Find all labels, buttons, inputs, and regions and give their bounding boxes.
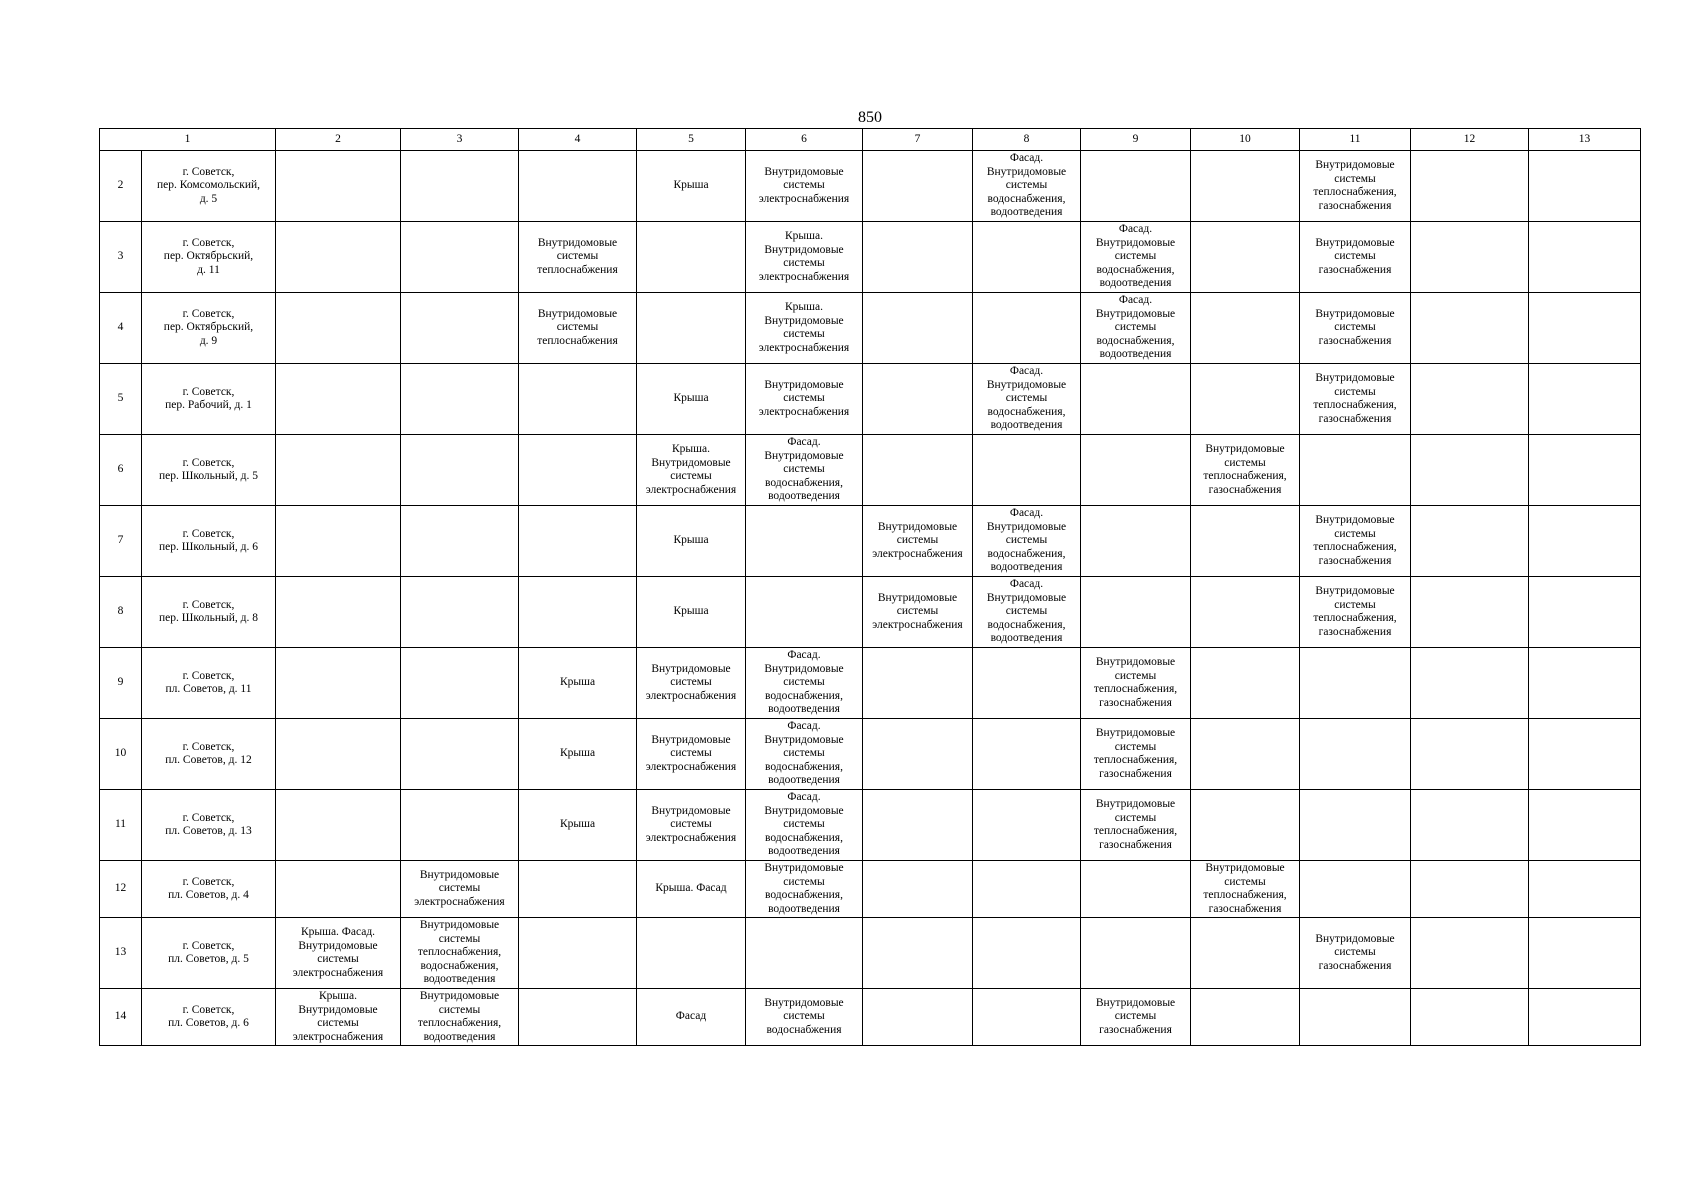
work-cell (863, 989, 973, 1046)
row-number-cell: 11 (100, 790, 142, 861)
work-cell (863, 222, 973, 293)
work-cell (637, 222, 746, 293)
work-cell: Внутридомовые системы электроснабжения (863, 506, 973, 577)
work-cell (1411, 506, 1529, 577)
address-cell: г. Советск, пер. Комсомольский, д. 5 (142, 151, 276, 222)
work-cell (276, 364, 401, 435)
page-number: 850 (858, 109, 882, 126)
column-header-5: 5 (637, 129, 746, 151)
address-cell: г. Советск, пер. Октябрьский, д. 11 (142, 222, 276, 293)
row-number-cell: 9 (100, 648, 142, 719)
table-row (100, 364, 1641, 435)
table-body (100, 151, 1641, 1046)
work-cell (401, 577, 519, 648)
work-cell (1529, 790, 1641, 861)
work-cell: Внутридомовые системы теплоснабжения, газоснабжения (1300, 364, 1411, 435)
work-cell: Внутридомовые системы теплоснабжения, газоснабжения (1300, 577, 1411, 648)
work-cell: Внутридомовые системы электроснабжения (401, 861, 519, 918)
work-cell (1191, 577, 1300, 648)
work-cell: Крыша. Фасад. Внутридомовые системы электроснабжения (276, 918, 401, 989)
work-cell (1411, 364, 1529, 435)
work-cell (1081, 506, 1191, 577)
work-cell (746, 577, 863, 648)
row-number-cell: 4 (100, 293, 142, 364)
work-cell (519, 151, 637, 222)
work-cell (1191, 364, 1300, 435)
work-cell (973, 861, 1081, 918)
column-header-2: 2 (276, 129, 401, 151)
work-cell: Внутридомовые системы водоснабжения, водоотведения (746, 861, 863, 918)
address-cell: г. Советск, пл. Советов, д. 5 (142, 918, 276, 989)
work-cell (276, 222, 401, 293)
column-header-13: 13 (1529, 129, 1641, 151)
work-cell (1411, 719, 1529, 790)
schedule-table (99, 128, 1641, 1046)
work-cell: Внутридомовые системы электроснабжения (637, 719, 746, 790)
work-cell: Внутридомовые системы теплоснабжения, газоснабжения (1081, 719, 1191, 790)
work-cell (863, 293, 973, 364)
work-cell (1411, 222, 1529, 293)
work-cell: Фасад. Внутридомовые системы водоснабжения, водоотведения (973, 151, 1081, 222)
row-number-cell: 10 (100, 719, 142, 790)
work-cell: Внутридомовые системы теплоснабжения, водоотведения (401, 989, 519, 1046)
work-cell: Внутридомовые системы теплоснабжения, газоснабжения (1081, 790, 1191, 861)
work-cell (863, 790, 973, 861)
work-cell (1411, 790, 1529, 861)
work-cell (519, 577, 637, 648)
work-cell: Крыша (637, 364, 746, 435)
work-cell: Внутридомовые системы теплоснабжения (519, 293, 637, 364)
work-cell (1300, 989, 1411, 1046)
work-cell: Крыша. Фасад (637, 861, 746, 918)
work-cell (973, 790, 1081, 861)
work-cell: Внутридомовые системы электроснабжения (637, 790, 746, 861)
work-cell: Внутридомовые системы газоснабжения (1300, 293, 1411, 364)
work-cell: Внутридомовые системы теплоснабжения (519, 222, 637, 293)
table-row (100, 506, 1641, 577)
table-row (100, 222, 1641, 293)
work-cell (401, 790, 519, 861)
work-cell (1081, 577, 1191, 648)
work-cell (519, 989, 637, 1046)
address-cell: г. Советск, пл. Советов, д. 11 (142, 648, 276, 719)
row-number-cell: 14 (100, 989, 142, 1046)
work-cell (401, 719, 519, 790)
work-cell: Внутридомовые системы теплоснабжения, газоснабжения (1191, 435, 1300, 506)
address-cell: г. Советск, пл. Советов, д. 4 (142, 861, 276, 918)
table-row (100, 861, 1641, 918)
work-cell (1191, 918, 1300, 989)
work-cell (1529, 222, 1641, 293)
work-cell: Фасад. Внутридомовые системы водоснабжения, водоотведения (746, 719, 863, 790)
column-header-11: 11 (1300, 129, 1411, 151)
table-header (100, 129, 1641, 151)
work-cell: Крыша (637, 577, 746, 648)
work-cell (1191, 790, 1300, 861)
work-cell: Крыша (519, 719, 637, 790)
row-number-cell: 3 (100, 222, 142, 293)
table-row (100, 293, 1641, 364)
work-cell: Внутридомовые системы электроснабжения (746, 151, 863, 222)
work-cell (1529, 364, 1641, 435)
work-cell (1529, 989, 1641, 1046)
work-cell: Внутридомовые системы теплоснабжения, газоснабжения (1300, 151, 1411, 222)
work-cell (1300, 719, 1411, 790)
work-cell (401, 293, 519, 364)
work-cell (637, 293, 746, 364)
work-cell: Крыша. Внутридомовые системы электроснабжения (746, 222, 863, 293)
row-number-cell: 13 (100, 918, 142, 989)
work-cell (401, 506, 519, 577)
work-cell (1191, 719, 1300, 790)
address-cell: г. Советск, пер. Школьный, д. 8 (142, 577, 276, 648)
work-cell (973, 222, 1081, 293)
work-cell (401, 151, 519, 222)
work-cell: Фасад. Внутридомовые системы водоснабжения, водоотведения (973, 506, 1081, 577)
work-cell: Внутридомовые системы газоснабжения (1300, 918, 1411, 989)
work-cell (519, 364, 637, 435)
work-cell (1191, 222, 1300, 293)
work-cell: Крыша (637, 506, 746, 577)
work-cell (1411, 435, 1529, 506)
work-cell (276, 435, 401, 506)
work-cell (973, 719, 1081, 790)
work-cell: Внутридомовые системы теплоснабжения, газоснабжения (1300, 506, 1411, 577)
work-cell (276, 577, 401, 648)
work-cell (863, 648, 973, 719)
work-cell (1411, 861, 1529, 918)
column-header-10: 10 (1191, 129, 1300, 151)
work-cell (276, 648, 401, 719)
row-number-cell: 7 (100, 506, 142, 577)
table-row (100, 790, 1641, 861)
row-number-cell: 8 (100, 577, 142, 648)
work-cell (863, 719, 973, 790)
work-cell (973, 648, 1081, 719)
work-cell (1411, 293, 1529, 364)
column-header-12: 12 (1411, 129, 1529, 151)
address-cell: г. Советск, пл. Советов, д. 6 (142, 989, 276, 1046)
table-row (100, 435, 1641, 506)
work-cell (1529, 719, 1641, 790)
work-cell (863, 861, 973, 918)
work-cell: Внутридомовые системы газоснабжения (1081, 989, 1191, 1046)
column-header-1: 1 (100, 129, 276, 151)
work-cell (1300, 790, 1411, 861)
work-cell (1411, 918, 1529, 989)
address-cell: г. Советск, пер. Школьный, д. 5 (142, 435, 276, 506)
work-cell (1411, 648, 1529, 719)
work-cell (276, 719, 401, 790)
table-row (100, 648, 1641, 719)
work-cell (1081, 861, 1191, 918)
work-cell (863, 435, 973, 506)
work-cell (746, 506, 863, 577)
work-cell (1411, 577, 1529, 648)
work-cell: Фасад (637, 989, 746, 1046)
address-cell: г. Советск, пл. Советов, д. 13 (142, 790, 276, 861)
work-cell (519, 435, 637, 506)
work-cell (401, 435, 519, 506)
work-cell (1081, 918, 1191, 989)
work-cell (1529, 918, 1641, 989)
work-cell (1191, 506, 1300, 577)
work-cell (1529, 506, 1641, 577)
work-cell (1191, 648, 1300, 719)
work-cell: Фасад. Внутридомовые системы водоснабжения, водоотведения (973, 364, 1081, 435)
work-cell (401, 648, 519, 719)
work-cell: Фасад. Внутридомовые системы водоснабжения, водоотведения (1081, 293, 1191, 364)
work-cell: Фасад. Внутридомовые системы водоснабжения, водоотведения (1081, 222, 1191, 293)
work-cell (863, 364, 973, 435)
work-cell (276, 151, 401, 222)
column-header-3: 3 (401, 129, 519, 151)
column-header-4: 4 (519, 129, 637, 151)
work-cell: Внутридомовые системы теплоснабжения, газоснабжения (1191, 861, 1300, 918)
work-cell: Крыша (519, 648, 637, 719)
column-header-7: 7 (863, 129, 973, 151)
work-cell (276, 506, 401, 577)
work-cell (1081, 435, 1191, 506)
table-row (100, 151, 1641, 222)
row-number-cell: 5 (100, 364, 142, 435)
work-cell: Крыша (519, 790, 637, 861)
work-cell: Крыша. Внутридомовые системы электроснабжения (746, 293, 863, 364)
address-cell: г. Советск, пер. Школьный, д. 6 (142, 506, 276, 577)
work-cell (973, 918, 1081, 989)
work-cell (1191, 989, 1300, 1046)
work-cell: Крыша. Внутридомовые системы электроснабжения (276, 989, 401, 1046)
work-cell: Внутридомовые системы газоснабжения (1300, 222, 1411, 293)
work-cell (973, 293, 1081, 364)
work-cell (1081, 364, 1191, 435)
address-cell: г. Советск, пер. Рабочий, д. 1 (142, 364, 276, 435)
work-cell (276, 790, 401, 861)
column-header-6: 6 (746, 129, 863, 151)
work-cell (1300, 861, 1411, 918)
table-row (100, 918, 1641, 989)
row-number-cell: 2 (100, 151, 142, 222)
work-cell: Внутридомовые системы теплоснабжения, газоснабжения (1081, 648, 1191, 719)
work-cell (637, 918, 746, 989)
work-cell (1529, 648, 1641, 719)
work-cell: Внутридомовые системы электроснабжения (863, 577, 973, 648)
work-cell (1529, 151, 1641, 222)
work-cell: Внутридомовые системы электроснабжения (637, 648, 746, 719)
work-cell: Крыша. Внутридомовые системы электроснабжения (637, 435, 746, 506)
work-cell (519, 506, 637, 577)
work-cell (1411, 151, 1529, 222)
row-number-cell: 12 (100, 861, 142, 918)
work-cell (973, 435, 1081, 506)
work-cell: Внутридомовые системы теплоснабжения, водоснабжения, водоотведения (401, 918, 519, 989)
work-cell (401, 222, 519, 293)
work-cell: Фасад. Внутридомовые системы водоснабжения, водоотведения (746, 648, 863, 719)
table-row (100, 577, 1641, 648)
work-cell (863, 151, 973, 222)
work-cell: Крыша (637, 151, 746, 222)
work-cell: Внутридомовые системы водоснабжения (746, 989, 863, 1046)
work-cell (1191, 151, 1300, 222)
address-cell: г. Советск, пл. Советов, д. 12 (142, 719, 276, 790)
work-cell (1411, 989, 1529, 1046)
column-header-8: 8 (973, 129, 1081, 151)
work-cell (973, 989, 1081, 1046)
work-cell (1300, 648, 1411, 719)
work-cell (1529, 293, 1641, 364)
work-cell: Фасад. Внутридомовые системы водоснабжения, водоотведения (746, 790, 863, 861)
work-cell: Фасад. Внутридомовые системы водоснабжения, водоотведения (746, 435, 863, 506)
address-cell: г. Советск, пер. Октябрьский, д. 9 (142, 293, 276, 364)
work-cell: Внутридомовые системы электроснабжения (746, 364, 863, 435)
work-cell (519, 861, 637, 918)
table-row (100, 719, 1641, 790)
row-number-cell: 6 (100, 435, 142, 506)
column-header-9: 9 (1081, 129, 1191, 151)
work-cell (1529, 577, 1641, 648)
work-cell (519, 918, 637, 989)
work-cell (1081, 151, 1191, 222)
work-cell (276, 861, 401, 918)
work-cell (401, 364, 519, 435)
work-cell: Фасад. Внутридомовые системы водоснабжения, водоотведения (973, 577, 1081, 648)
work-cell (1529, 435, 1641, 506)
work-cell (276, 293, 401, 364)
work-cell (1300, 435, 1411, 506)
work-cell (863, 918, 973, 989)
work-cell (1191, 293, 1300, 364)
table-row (100, 989, 1641, 1046)
header-row (100, 129, 1641, 151)
work-cell (746, 918, 863, 989)
work-cell (1529, 861, 1641, 918)
